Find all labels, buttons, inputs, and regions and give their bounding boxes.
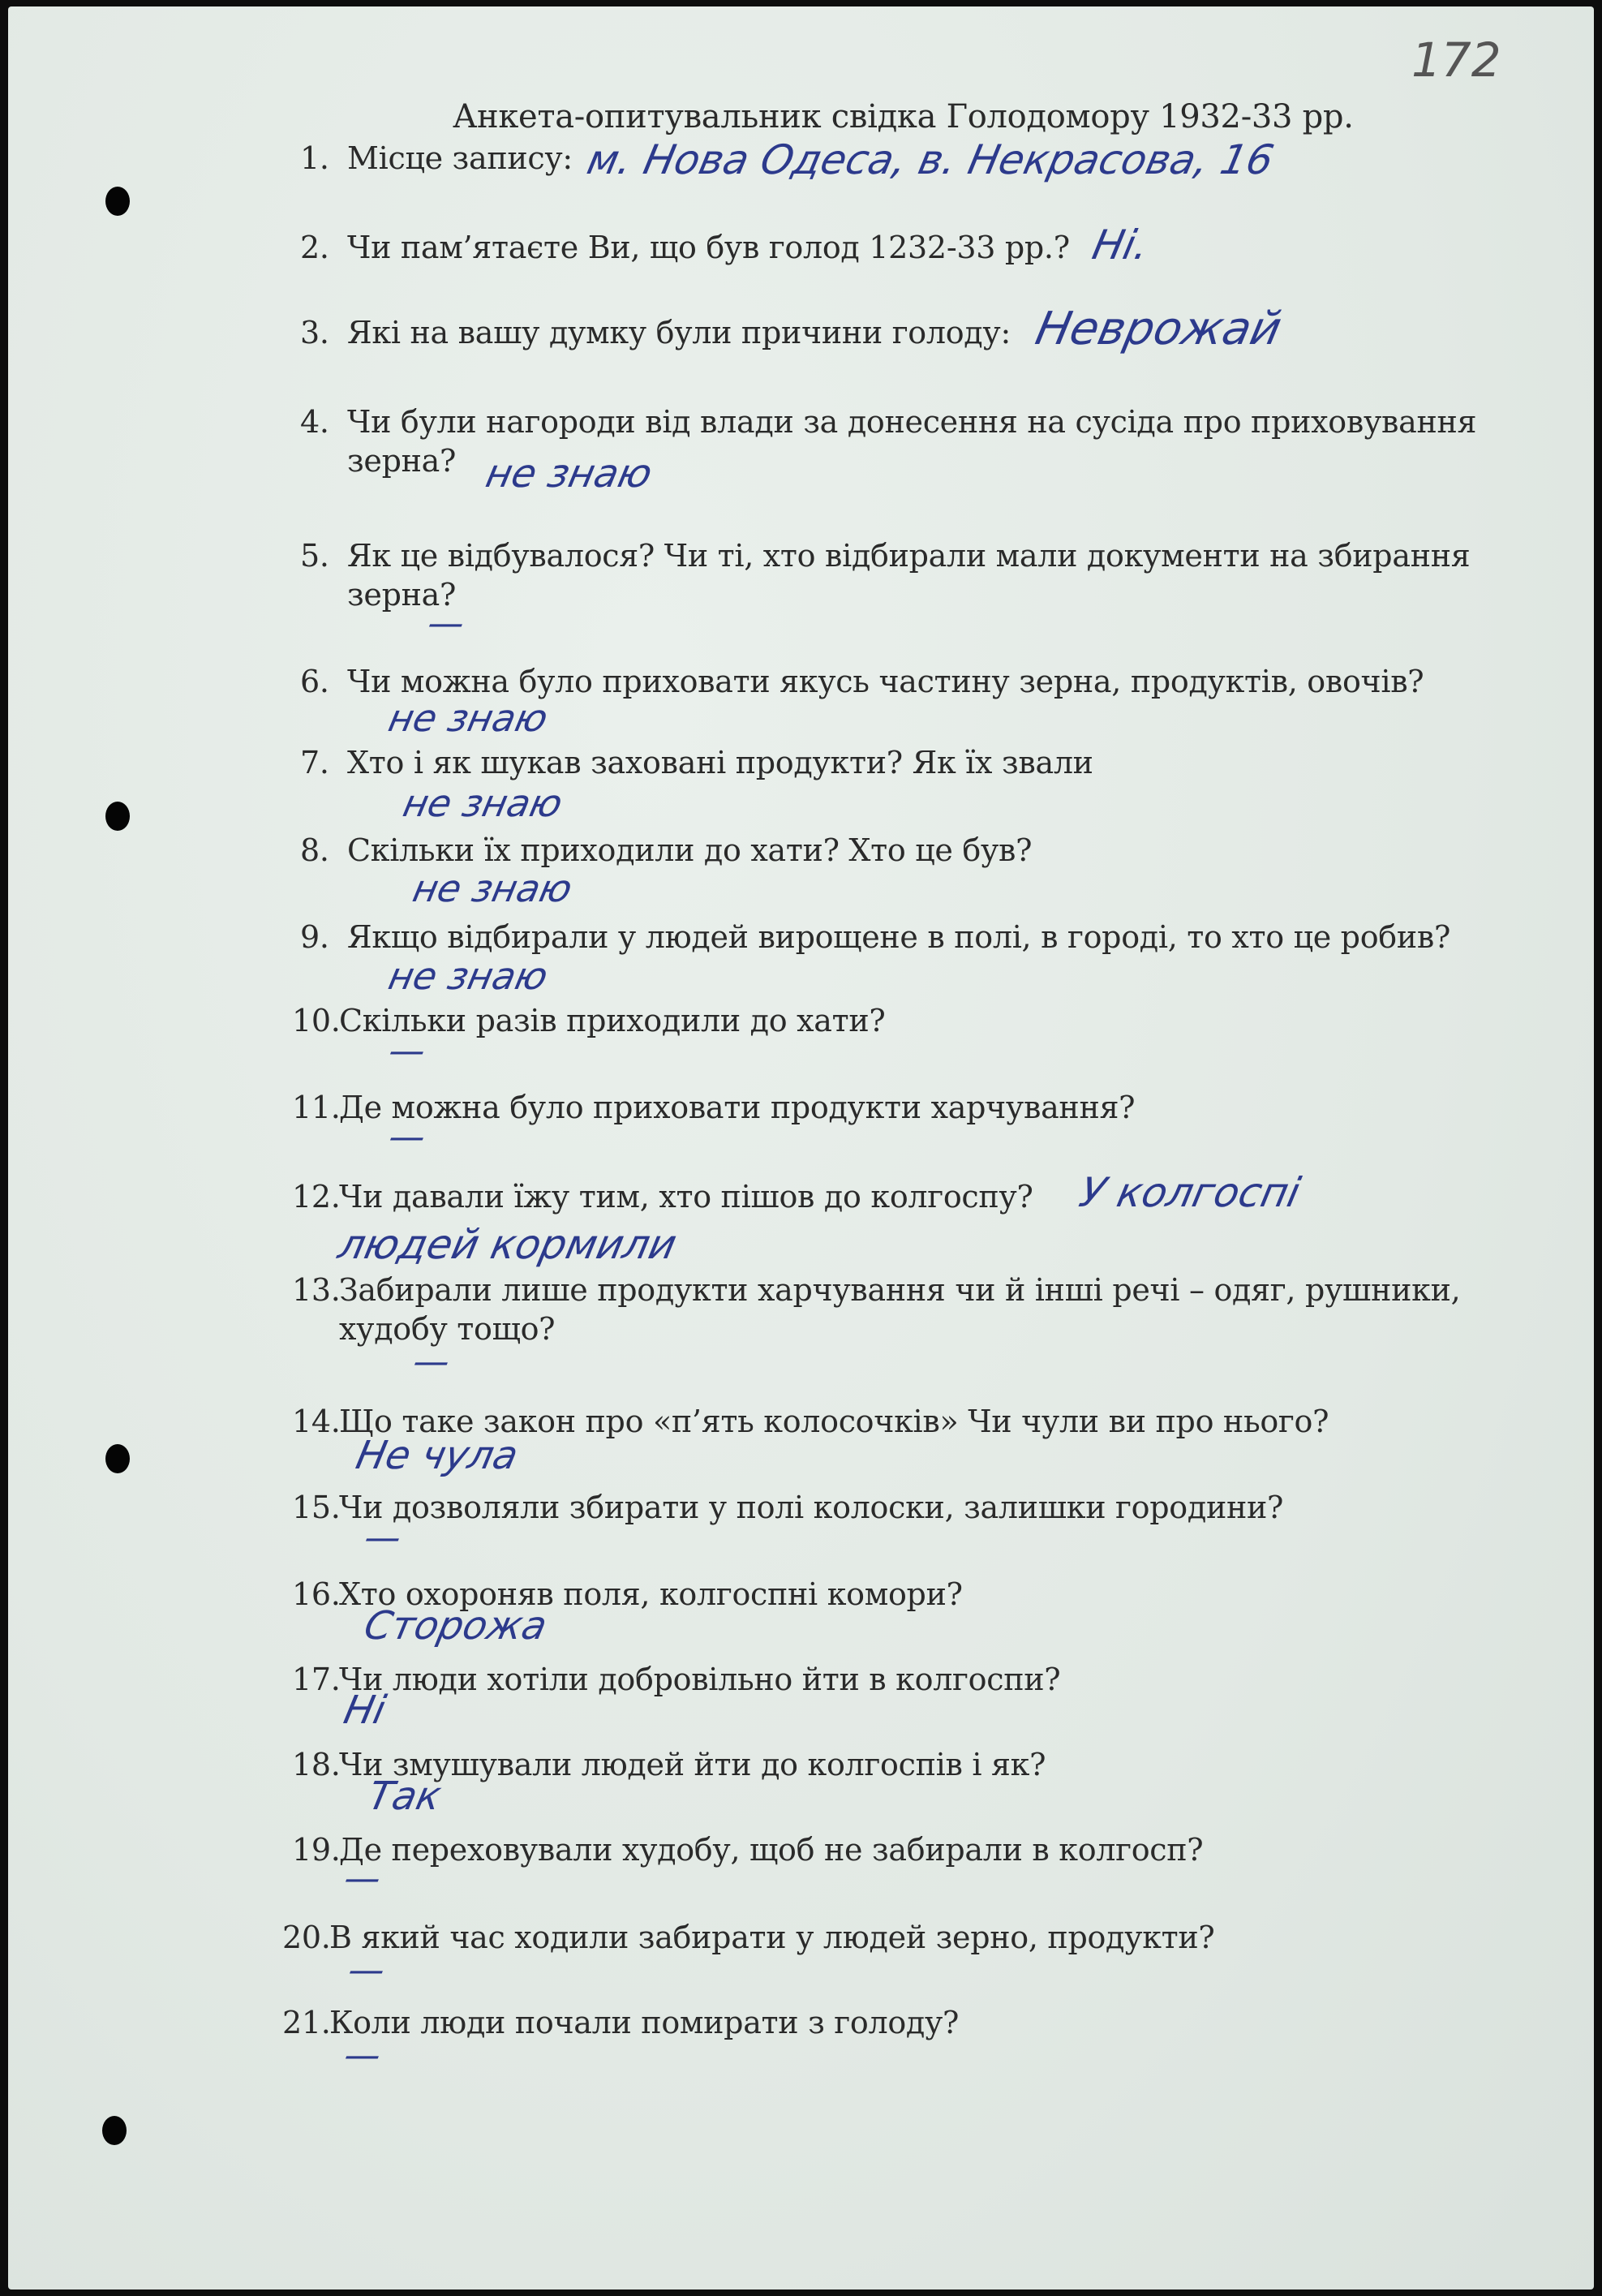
handwritten-answer: — [384, 1116, 430, 1158]
handwritten-answer: Так [364, 1774, 445, 1819]
question-text: худобу тощо? [339, 1311, 556, 1347]
handwritten-answer: не знаю [384, 954, 552, 998]
question-text: Чи дозволяли збирати у полі колоски, залишки городини? [339, 1490, 1284, 1525]
question-number: 16. [292, 1576, 341, 1612]
question-number: 8. [300, 832, 329, 868]
question-text: Якщо відбирали у людей вирощене в полі, в городі, то хто це робив? [347, 919, 1451, 955]
question-number: 20. [282, 1920, 331, 1955]
question-text: Чи можна було приховати якусь частину зерна, продуктів, овочів? [347, 664, 1424, 699]
question-number: 13. [292, 1272, 341, 1308]
handwritten-answer: — [384, 1030, 430, 1072]
punch-hole [105, 802, 130, 831]
question-text: Як це відбувалося? Чи ті, хто відбирали мали документи на збирання [347, 538, 1471, 574]
question-number: 3. [300, 315, 329, 350]
question-text: Чи були нагороди від влади за донесення на сусіда про приховування [347, 404, 1477, 440]
question-number: 7. [300, 745, 329, 780]
question-text: Чи давали їжу тим, хто пішов до колгоспу? [339, 1179, 1033, 1215]
punch-hole [102, 2116, 127, 2145]
handwritten-answer: — [423, 603, 469, 644]
question-number: 9. [300, 919, 329, 955]
handwritten-answer: — [409, 1341, 454, 1382]
question-text: Чи пам’ятаєте Ви, що був голод 1232-33 рр.? [347, 230, 1070, 265]
question-text: В який час ходили забирати у людей зерно, продукти? [329, 1920, 1215, 1955]
handwritten-answer: — [340, 1858, 385, 1899]
handwritten-answer: не знаю [482, 451, 656, 497]
question-number: 1. [300, 140, 329, 176]
question-number: 14. [292, 1404, 341, 1439]
question-number: 10. [292, 1003, 341, 1038]
question-text: Коли люди почали помирати з голоду? [329, 2005, 960, 2040]
question-number: 17. [292, 1662, 341, 1697]
question-text: зерна? [347, 577, 457, 613]
question-text: Чи змушували людей йти до колгоспів і як? [339, 1747, 1046, 1782]
question-text: Скільки разів приходили до хати? [339, 1003, 886, 1038]
handwritten-answer: не знаю [399, 781, 567, 825]
questionnaire-sheet [8, 6, 1594, 2290]
question-number: 2. [300, 230, 329, 265]
question-text: Місце запису: [347, 140, 573, 176]
question-number: 19. [292, 1832, 341, 1868]
question-number: 21. [282, 2005, 331, 2040]
question-number: 15. [292, 1490, 341, 1525]
handwritten-answer: — [340, 2035, 385, 2076]
handwritten-answer: — [360, 1517, 406, 1559]
question-number: 4. [300, 404, 329, 440]
question-text: Де можна було приховати продукти харчування? [339, 1090, 1136, 1125]
handwritten-answer: Не чула [352, 1433, 522, 1478]
question-number: 6. [300, 664, 329, 699]
punch-hole [105, 187, 130, 216]
handwritten-answer: не знаю [384, 696, 552, 740]
handwritten-answer: Ні. [1088, 221, 1153, 269]
punch-hole [105, 1444, 130, 1473]
handwritten-answer: У колгоспі людей кормили [334, 1169, 1305, 1268]
question-text: Забирали лише продукти харчування чи й інші речі – одяг, рушники, [339, 1272, 1461, 1308]
question-number: 5. [300, 538, 329, 574]
handwritten-answer: м. Нова Одеса, в. Некрасова, 16 [582, 136, 1278, 183]
question-text: Хто і як шукав заховані продукти? Як їх звали [347, 745, 1093, 780]
question-text: Що таке закон про «п’ять колосочків» Чи чули ви про нього? [339, 1404, 1329, 1439]
question-text: Які на вашу думку були причини голоду: [347, 315, 1011, 350]
question-number: 18. [292, 1747, 341, 1782]
question-text: зерна? [347, 443, 457, 479]
question-text: Скільки їх приходили до хати? Хто це був? [347, 832, 1033, 868]
handwritten-answer: Неврожай [1031, 303, 1286, 355]
handwritten-answer: не знаю [409, 866, 577, 910]
page-title: Анкета-опитувальник свідка Голодомору 1932-33 рр. [453, 98, 1354, 135]
handwritten-answer: Сторожа [360, 1603, 552, 1649]
handwritten-answer: Ні [340, 1688, 390, 1733]
question-number: 12. [292, 1179, 341, 1215]
question-text: Хто охороняв поля, колгоспні комори? [339, 1576, 963, 1612]
question-number: 11. [292, 1090, 341, 1125]
handwritten-answer: — [344, 1950, 389, 1991]
page-number: 172 [1411, 32, 1501, 88]
question-text: Де переховували худобу, щоб не забирали в колгосп? [339, 1832, 1204, 1868]
question-text: Чи люди хотіли добровільно йти в колгоспи? [339, 1662, 1061, 1697]
